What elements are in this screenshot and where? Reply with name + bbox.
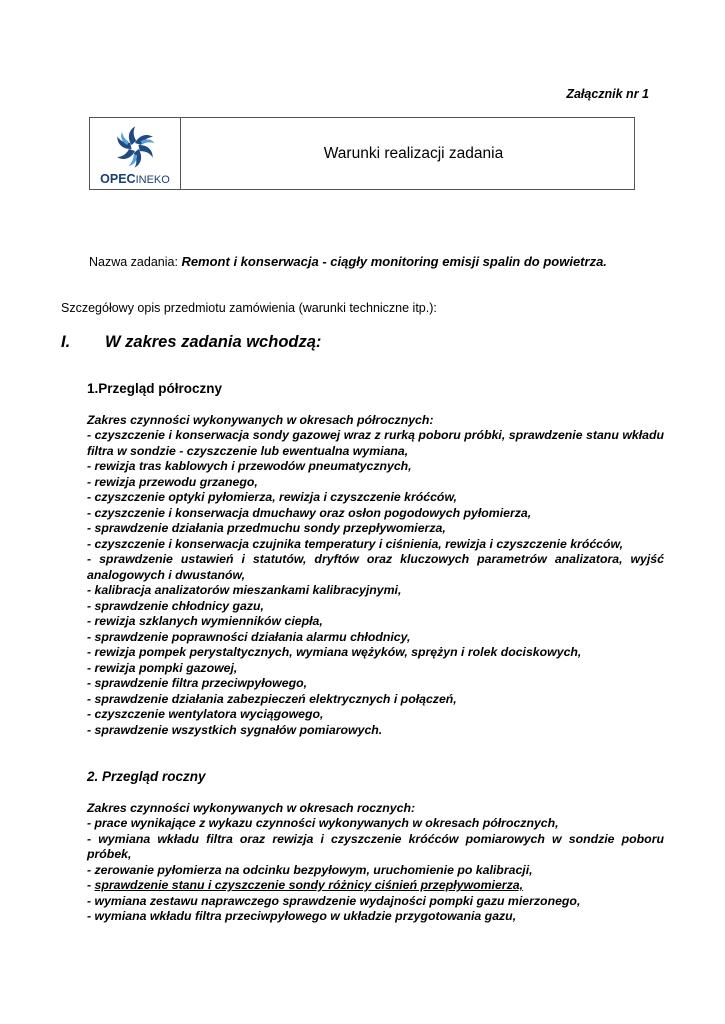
list-item: - sprawdzenie działania przedmuchu sondy przepływomierza, (87, 521, 446, 535)
task-value: Remont i konserwacja - ciągły monitoring emisji spalin do powietrza. (181, 254, 607, 269)
task-label: Nazwa zadania: (89, 255, 178, 269)
list-item: - rewizja pompki gazowej, (87, 660, 238, 675)
list-item: - wymiana wkładu filtra oraz rewizja i czyszczenie króćców pomiarowych w sondzie poboru próbek, (87, 831, 664, 861)
list-item: - rewizja przewodu grzanego, (87, 474, 258, 489)
list-item: - sprawdzenie stanu i czyszczenie sondy różnicy ciśnień przepływomierza, (87, 878, 523, 892)
task-name (89, 254, 609, 270)
list-item: - wymiana wkładu filtra przeciwpyłowego w układzie przygotowania gazu, (87, 909, 517, 923)
section-number: I. (61, 333, 71, 351)
list-item: - sprawdzenie działania zabezpieczeń elektrycznych i połączeń, (87, 691, 457, 706)
list-item: - rewizja tras kablowych i przewodów pneumatycznych, (87, 459, 412, 473)
semiannual-heading: 1.Przegląd półroczny (87, 381, 223, 396)
list-item: - czyszczenie optyki pyłomierza, rewizja i czyszczenie króćców, (87, 490, 457, 504)
list-item: - sprawdzenie chłodnicy gazu, (87, 598, 264, 613)
logo-text: OPECINEKO (100, 171, 170, 186)
company-logo (90, 118, 181, 189)
list-item: - sprawdzenie ustawień i statutów, dryftów oraz kluczowych parametrów analizatora, wyjść analogowych i dwustanów, (87, 552, 664, 582)
list-item: - zerowanie pyłomierza na odcinku bezpyłowym, uruchomienie po kalibracji, (87, 862, 533, 877)
list-item: - czyszczenie i konserwacja dmuchawy oraz osłon pogodowych pyłomierza, (87, 505, 532, 520)
annual-review (87, 769, 664, 925)
section-heading (61, 333, 321, 352)
list-item: - wymiana zestawu naprawczego sprawdzenie wydajności pompki gazu mierzonego, (87, 893, 581, 908)
list-item: - rewizja szklanych wymienników ciepła, (87, 614, 323, 628)
list-item: - czyszczenie i konserwacja sondy gazowej wraz z rurką poboru próbki, sprawdzenie stanu wkładu filtra w sondzie - czyszczenie lub ewentualna wymiana, (87, 428, 664, 458)
document-title: Warunki realizacji zadania (323, 144, 504, 162)
annual-intro: Zakres czynności wykonywanych w okresach rocznych: (87, 800, 416, 815)
list-item: - kalibracja analizatorów mieszankami kalibracyjnymi, (87, 583, 402, 597)
semiannual-intro: Zakres czynności wykonywanych w okresach półrocznych: (87, 412, 434, 427)
section-title: W zakres zadania wchodzą: (105, 333, 322, 351)
underlined-text: sprawdzenie stanu i czyszczenie sondy różnicy ciśnień przepływomierza, (94, 878, 523, 892)
list-item: - sprawdzenie wszystkich sygnałów pomiarowych. (87, 722, 383, 737)
list-item: - rewizja pompek perystaltycznych, wymiana wężyków, sprężyn i rolek dociskowych, (87, 645, 582, 659)
document-header (89, 117, 635, 190)
list-item: - sprawdzenie filtra przeciwpyłowego, (87, 676, 308, 690)
list-item: - czyszczenie wentylatora wyciągowego, (87, 707, 324, 721)
annual-heading: 2. Przegląd roczny (87, 769, 206, 784)
semiannual-review (87, 381, 664, 738)
list-item: - czyszczenie i konserwacja czujnika temperatury i ciśnienia, rewizja i czyszczenie króćców, (87, 536, 624, 551)
pinwheel-logo-icon (112, 124, 158, 170)
list-item: - sprawdzenie poprawności działania alarmu chłodnicy, (87, 629, 411, 644)
description-line: Szczegółowy opis przedmiotu zamówienia (warunki techniczne itp.): (61, 301, 437, 315)
list-item: - prace wynikające z wykazu czynności wykonywanych w okresach półrocznych, (87, 816, 559, 830)
annex-label: Załącznik nr 1 (566, 87, 649, 101)
